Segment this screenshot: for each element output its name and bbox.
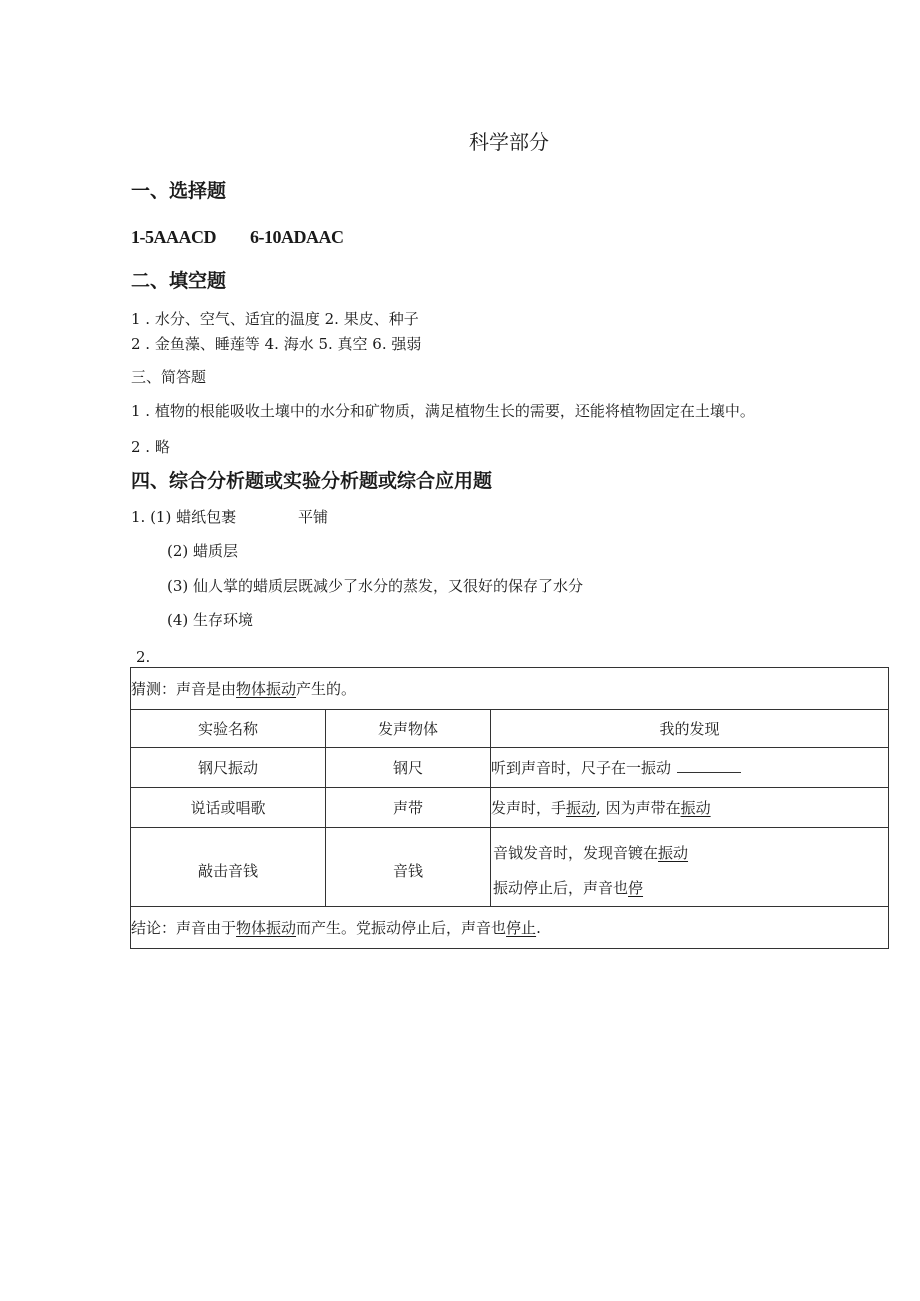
concl-a: 结论：声音由于 bbox=[131, 919, 237, 937]
row2-name: 说话或唱歌 bbox=[131, 788, 326, 828]
section-heading-analysis: 四、综合分析题或实验分析题或综合应用题 bbox=[131, 470, 493, 492]
row1-object: 钢尺 bbox=[326, 748, 491, 788]
concl-d: 停止 bbox=[506, 919, 537, 937]
choice-answers-1-5: 1-5AAACD bbox=[131, 227, 216, 247]
concl-c: 而产生。党振动停止后，声音也 bbox=[296, 919, 507, 937]
row2-finding-b: 振动 bbox=[566, 799, 597, 817]
row2-finding-a: 发声时，手 bbox=[491, 799, 567, 817]
fill-answer-line-1: 1 . 水分、空气、适宜的温度 2. 果皮、种子 bbox=[131, 310, 419, 328]
q1-item-2: (2) 蜡质层 bbox=[167, 542, 239, 560]
q1-item-4: (4) 生存环境 bbox=[167, 611, 254, 629]
short-answer-1: 1 . 植物的根能吸收土壤中的水分和矿物质，满足植物生长的需要，还能将植物固定在土壤中。 bbox=[131, 402, 755, 420]
row1-blank bbox=[677, 758, 741, 773]
conclusion-cell bbox=[131, 907, 889, 949]
row3-finding-line-1 bbox=[493, 836, 888, 871]
row3-finding2-b: 停 bbox=[628, 878, 644, 897]
table-header-row bbox=[131, 710, 889, 748]
header-finding: 我的发现 bbox=[491, 710, 889, 748]
table-row-guess bbox=[131, 668, 889, 710]
row3-object: 音钱 bbox=[326, 828, 491, 907]
concl-e: . bbox=[536, 919, 541, 937]
table-row bbox=[131, 748, 889, 788]
guess-cell bbox=[131, 668, 889, 710]
section-heading-short: 三、简答题 bbox=[131, 368, 207, 386]
section-heading-fill: 二、填空题 bbox=[131, 270, 227, 292]
row3-finding1-a: 音钺发音时，发现音镀在 bbox=[493, 843, 659, 862]
row1-finding: 听到声音时，尺子在一振动 bbox=[491, 759, 672, 777]
row3-finding-line-2 bbox=[493, 871, 888, 906]
table-row-conclusion bbox=[131, 907, 889, 949]
row3-finding2-a: 振动停止后，声音也 bbox=[493, 878, 629, 897]
table-row bbox=[131, 788, 889, 828]
row2-finding-c: , 因为声带在 bbox=[596, 799, 681, 817]
page-title: 科学部分 bbox=[469, 130, 549, 154]
row3-finding-cell bbox=[491, 828, 889, 907]
row2-object: 声带 bbox=[326, 788, 491, 828]
concl-b: 物体振动 bbox=[236, 919, 297, 937]
row2-finding-cell bbox=[491, 788, 889, 828]
table-row bbox=[131, 828, 889, 907]
guess-suffix: 产生的。 bbox=[296, 680, 357, 698]
header-name: 实验名称 bbox=[131, 710, 326, 748]
row2-finding-d: 振动 bbox=[680, 799, 711, 817]
q1-item-1-answer-b: 平铺 bbox=[298, 508, 329, 526]
short-answer-2: 2 . 略 bbox=[131, 438, 170, 456]
section-heading-choice: 一、选择题 bbox=[131, 180, 227, 202]
row1-name: 钢尺振动 bbox=[131, 748, 326, 788]
row3-name: 敲击音钱 bbox=[131, 828, 326, 907]
q2-label: 2. bbox=[136, 648, 151, 666]
fill-answer-line-2: 2 . 金鱼藻、睡莲等 4. 海水 5. 真空 6. 强弱 bbox=[131, 335, 422, 353]
row1-finding-cell bbox=[491, 748, 889, 788]
guess-prefix: 猜测：声音是由 bbox=[131, 680, 237, 698]
q1-item-3: (3) 仙人掌的蜡质层既减少了水分的蒸发，又很好的保存了水分 bbox=[167, 577, 584, 595]
experiment-table bbox=[130, 667, 889, 949]
header-object: 发声物体 bbox=[326, 710, 491, 748]
choice-answers-6-10: 6-10ADAAC bbox=[250, 227, 344, 247]
q1-item-1: 1. (1) 蜡纸包裹 bbox=[131, 508, 237, 526]
guess-answer: 物体振动 bbox=[236, 680, 297, 698]
row3-finding1-b: 振动 bbox=[658, 843, 689, 862]
